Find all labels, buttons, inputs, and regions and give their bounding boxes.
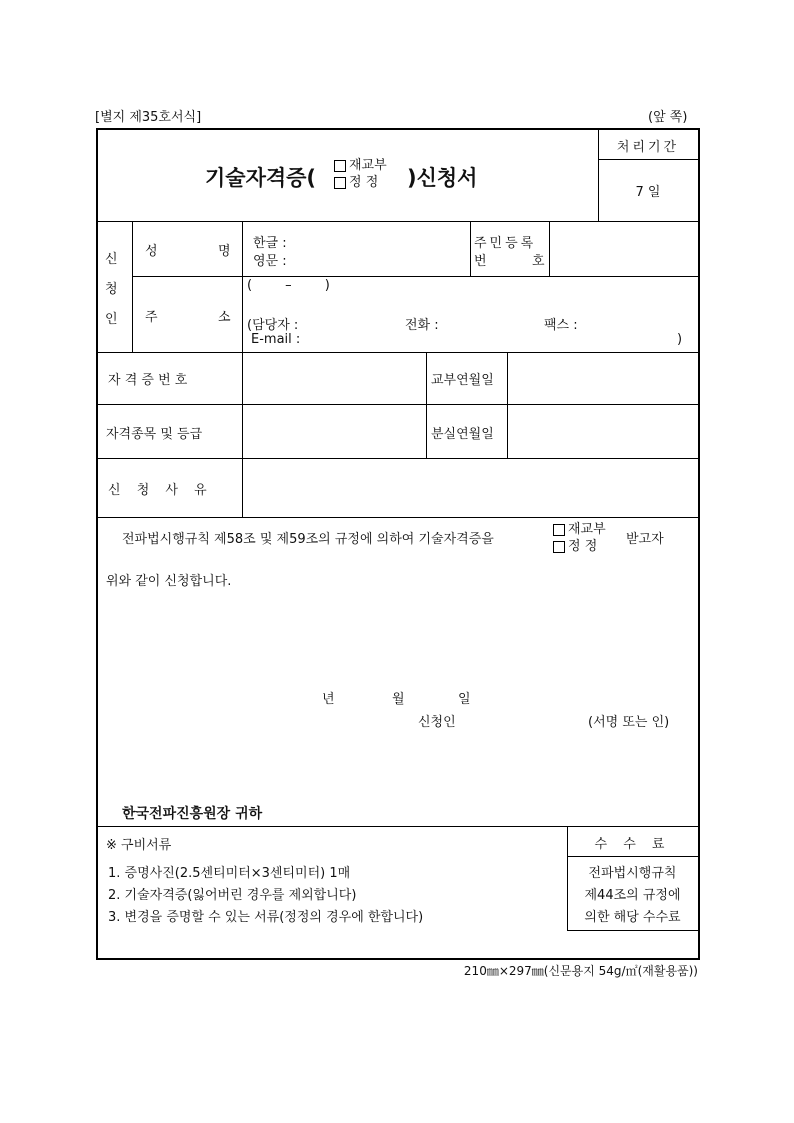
statement-reissue-checkbox[interactable]	[553, 524, 565, 536]
date-day-label: 일	[458, 692, 471, 707]
document-item-3: 3. 변경을 증명할 수 있는 서류(정정의 경우에 한합니다)	[108, 910, 424, 925]
date-month-label: 월	[392, 692, 405, 707]
signature-note: (서명 또는 인)	[588, 715, 670, 730]
applicant-label-2: 청	[105, 282, 118, 297]
reason-label: 신 청 사 유	[108, 483, 213, 498]
paper-spec: 210㎜×297㎜(신문용지 54g/㎡(재활용품))	[463, 964, 698, 978]
name-korean-field[interactable]: 한글 :	[253, 236, 287, 251]
phone-field[interactable]: 전화 :	[405, 318, 439, 333]
documents-heading: ※ 구비서류	[106, 838, 172, 853]
page-side-label: (앞 쪽)	[648, 110, 688, 125]
license-number-label: 자 격 증 번 호	[108, 373, 188, 388]
email-field[interactable]: E-mail :	[251, 332, 301, 347]
title-options	[334, 157, 387, 191]
fee-line-3: 의한 해당 수수료	[584, 910, 681, 925]
statement-line2: 위와 같이 신청합니다.	[106, 574, 232, 589]
rrn-label-2a: 번	[474, 254, 487, 269]
postal-code-field[interactable]: ( – )	[247, 278, 330, 293]
reissue-checkbox[interactable]	[334, 160, 346, 172]
fee-line-2: 제44조의 규정에	[584, 888, 681, 903]
applicant-signature-label: 신청인	[418, 715, 456, 730]
fee-label: 수 수 료	[594, 837, 671, 852]
reason-input[interactable]	[243, 459, 696, 517]
issue-date-input[interactable]	[508, 353, 696, 404]
rrn-label-1: 주민등록	[474, 236, 537, 251]
license-number-input[interactable]	[243, 353, 426, 404]
statement-correction-label: 정 정	[568, 539, 598, 554]
statement-line1-part1: 전파법시행규칙 제58조 및 제59조의 규정에 의하여 기술자격증을	[122, 532, 494, 547]
contact-person-field[interactable]: (담당자 :	[247, 318, 299, 333]
statement-reissue-label: 재교부	[568, 522, 606, 537]
rrn-label-2b: 호	[532, 254, 545, 269]
statement-line1-part2: 받고자	[626, 532, 664, 547]
license-type-grade-label: 자격종목 및 등급	[106, 427, 203, 442]
statement-correction-checkbox[interactable]	[553, 541, 565, 553]
fax-field[interactable]: 팩스 :	[544, 318, 578, 333]
statement-options	[553, 521, 606, 555]
date-year-label: 년	[322, 692, 335, 707]
form-title-prefix: 기술자격증(	[205, 166, 317, 190]
correction-option-label: 정 정	[349, 175, 379, 190]
processing-period-label: 처리기간	[616, 140, 680, 155]
reissue-option-label: 재교부	[349, 158, 387, 173]
document-item-1: 1. 증명사진(2.5센티미터×3센티미터) 1매	[108, 866, 351, 881]
rrn-input-cell[interactable]	[550, 222, 696, 275]
form-number-label: [별지 제35호서식]	[95, 110, 202, 125]
address-label-2: 소	[218, 310, 231, 325]
fee-line-1: 전파법시행규칙	[588, 866, 677, 881]
correction-checkbox[interactable]	[334, 177, 346, 189]
lost-date-label: 분실연월일	[431, 427, 494, 442]
processing-period-value: 7 일	[635, 185, 661, 200]
name-english-field[interactable]: 영문 :	[253, 254, 287, 269]
issue-date-label: 교부연월일	[431, 373, 494, 388]
applicant-label-3: 인	[105, 312, 118, 327]
recipient-line: 한국전파진흥원장 귀하	[122, 806, 263, 822]
document-item-2: 2. 기술자격증(잃어버린 경우를 제외합니다)	[108, 888, 357, 903]
name-label-1: 성	[145, 244, 158, 259]
name-label-2: 명	[218, 244, 231, 259]
applicant-label-1: 신	[105, 252, 118, 267]
license-type-grade-input[interactable]	[243, 405, 426, 458]
address-label-1: 주	[145, 310, 158, 325]
form-title-suffix: )신청서	[407, 166, 478, 190]
lost-date-input[interactable]	[508, 405, 696, 458]
address-close-paren: )	[677, 332, 683, 347]
